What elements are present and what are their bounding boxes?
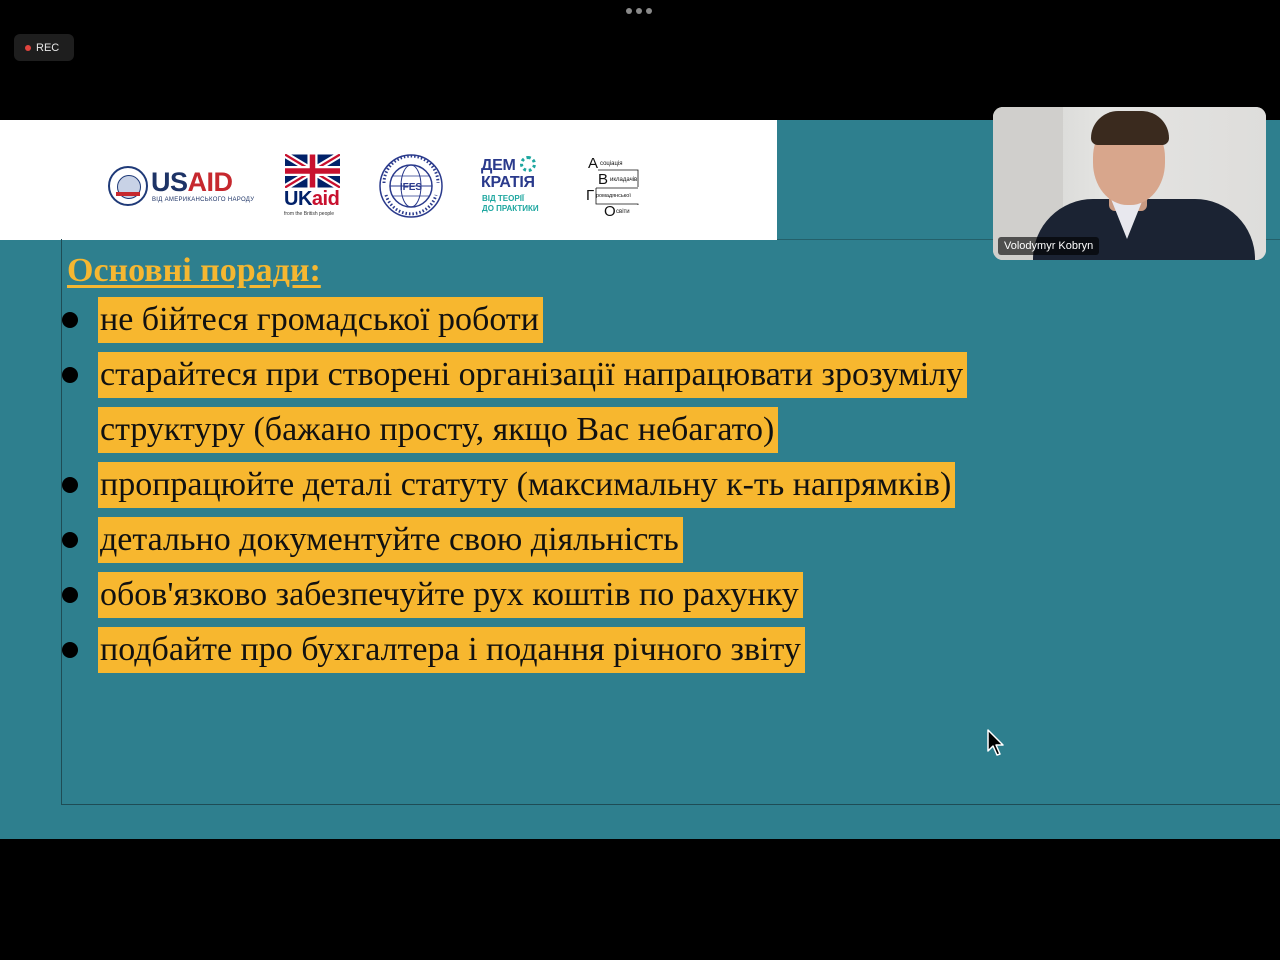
- tip-text: пропрацюйте деталі статуту (максимальну к-ть напрямків): [98, 462, 955, 508]
- sunburst-icon: [520, 156, 536, 172]
- more-options-icon[interactable]: [626, 8, 652, 14]
- avgo-letter-v: В: [598, 171, 609, 188]
- avgo-letter-o: О: [604, 203, 616, 220]
- usaid-logo: [108, 164, 255, 208]
- mouse-pointer-icon: [987, 729, 1005, 757]
- avgo-word-4: світи: [616, 209, 630, 215]
- avgo-word-2: икладачів: [610, 177, 638, 183]
- menu-dot: [646, 8, 652, 14]
- ifes-logo: [378, 153, 444, 219]
- tip-text: подбайте про бухгалтера і подання річного звіту: [98, 627, 805, 673]
- usaid-seal-icon: [108, 166, 148, 206]
- ifes-center-text: IFES: [399, 182, 423, 193]
- ukaid-wordmark: UKaid: [284, 188, 340, 210]
- democracy-sub-line2: ДО ПРАКТИКИ: [482, 204, 539, 213]
- bullet-icon: [62, 367, 78, 383]
- tip-text: обов'язково забезпечуйте рух коштів по рахунку: [98, 572, 803, 618]
- bullet-icon: [62, 477, 78, 493]
- recording-label: REC: [36, 41, 60, 54]
- democracy-word-line1: ДЕМ: [481, 157, 516, 174]
- recording-indicator[interactable]: [14, 34, 74, 61]
- bullet-icon: [62, 532, 78, 548]
- bullet-icon: [62, 587, 78, 603]
- menu-dot: [626, 8, 632, 14]
- democracy-logo: [478, 154, 544, 218]
- avgo-logo: [584, 154, 646, 220]
- union-jack-icon: [285, 154, 340, 188]
- participant-hair: [1091, 111, 1169, 145]
- bullet-icon: [62, 642, 78, 658]
- slide-title: Основні поради:: [67, 252, 321, 289]
- tip-text: не бійтеся громадської роботи: [98, 297, 543, 343]
- tip-text: детально документуйте свою діяльність: [98, 517, 683, 563]
- menu-dot: [636, 8, 642, 14]
- record-dot-icon: [25, 45, 31, 51]
- usaid-wordmark: USAID: [151, 167, 233, 197]
- usaid-tagline: ВІД АМЕРИКАНСЬКОГО НАРОДУ: [152, 197, 255, 203]
- tip-text: структуру (бажано просту, якщо Вас небагато): [98, 407, 778, 453]
- democracy-sub-line1: ВІД ТЕОРІЇ: [482, 194, 525, 203]
- participant-name-label: Volodymyr Kobryn: [998, 237, 1099, 255]
- avgo-word-1: соціація: [600, 161, 623, 167]
- participant-video-tile[interactable]: [993, 107, 1266, 260]
- tip-text: старайтеся при створені організації напрацювати зрозумілу: [98, 352, 967, 398]
- avgo-word-3: ромадянської: [596, 193, 631, 199]
- avgo-letter-g: Г: [586, 187, 595, 204]
- ukaid-logo: [284, 154, 342, 216]
- bullet-icon: [62, 312, 78, 328]
- democracy-word-line2: КРАТІЯ: [481, 174, 535, 191]
- avgo-letter-a: А: [588, 155, 599, 172]
- ukaid-tagline: from the British people: [284, 211, 335, 217]
- sponsor-logo-band: [0, 120, 777, 240]
